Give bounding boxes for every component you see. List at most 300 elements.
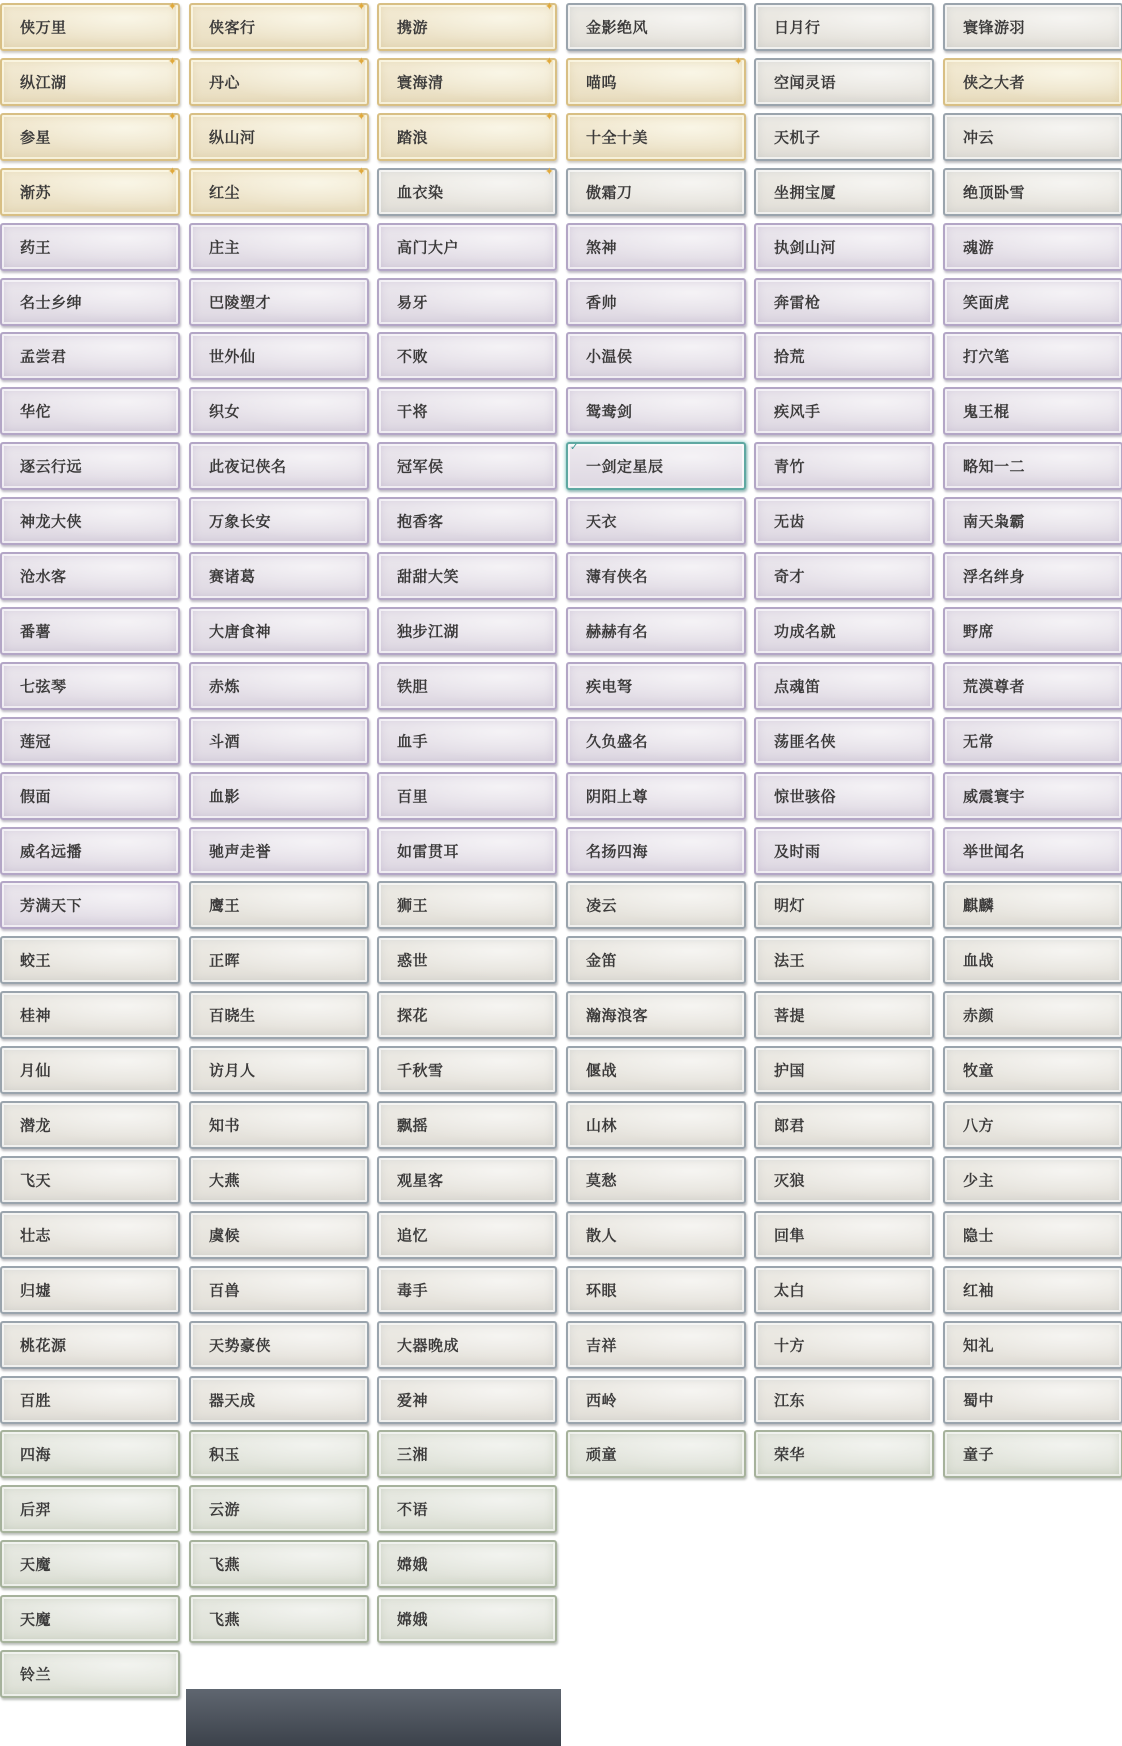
title-card-label: 傲霜刀: [586, 183, 633, 202]
title-card[interactable]: [377, 332, 557, 380]
title-card-label: 蛟王: [20, 951, 52, 970]
title-card-label: 青竹: [774, 457, 806, 476]
title-card-label: 踏浪: [397, 128, 429, 147]
title-card-label: 无常: [963, 732, 995, 751]
title-card-label: 拾荒: [774, 347, 806, 366]
title-card-label: 丹心: [209, 73, 241, 92]
title-card-label: 狮王: [397, 896, 429, 915]
title-card[interactable]: [377, 387, 557, 435]
title-card-label: 不语: [397, 1500, 429, 1519]
title-card[interactable]: [377, 223, 557, 271]
title-card[interactable]: [0, 552, 180, 600]
title-card[interactable]: [377, 1430, 557, 1478]
title-card[interactable]: [377, 662, 557, 710]
title-card-label: 野席: [963, 622, 995, 641]
title-card[interactable]: [754, 991, 934, 1039]
star-icon: ✦: [167, 55, 177, 68]
title-card-label: 访月人: [209, 1061, 256, 1080]
title-card[interactable]: [377, 1595, 557, 1643]
title-card-label: 观星客: [397, 1171, 444, 1190]
title-card-label: 灭狼: [774, 1171, 806, 1190]
title-card-label: 云游: [209, 1500, 241, 1519]
title-card-label: 金笛: [586, 951, 618, 970]
title-card[interactable]: [377, 607, 557, 655]
title-card[interactable]: [189, 387, 369, 435]
title-card-label: 少主: [963, 1171, 995, 1190]
star-icon: ✦: [356, 0, 366, 13]
title-card[interactable]: [189, 55, 369, 106]
title-card-label: 莲冠: [20, 732, 52, 751]
title-card-label: 一剑定星辰: [586, 457, 664, 476]
title-card[interactable]: [754, 662, 934, 710]
title-card[interactable]: [0, 1595, 180, 1643]
title-card[interactable]: [943, 1376, 1122, 1424]
title-card-label: 渐苏: [20, 183, 52, 202]
title-card-label: 独步江湖: [397, 622, 460, 641]
title-card-label: 沧水客: [20, 567, 67, 586]
title-card-label: 纵山河: [209, 128, 256, 147]
title-card-label: 甜甜大笑: [397, 567, 460, 586]
title-card[interactable]: [943, 1266, 1122, 1314]
title-card[interactable]: [189, 1101, 369, 1149]
title-card[interactable]: [566, 772, 746, 820]
star-icon: ✦: [544, 55, 554, 68]
title-card[interactable]: [189, 662, 369, 710]
title-card[interactable]: [377, 1540, 557, 1588]
title-card-label: 七弦琴: [20, 677, 67, 696]
title-card[interactable]: [377, 278, 557, 326]
title-card[interactable]: [754, 552, 934, 600]
title-card[interactable]: [189, 1156, 369, 1204]
title-card-label: 万象长安: [209, 512, 272, 531]
title-card-label: 点魂笛: [774, 677, 821, 696]
title-card[interactable]: [566, 607, 746, 655]
title-card-label: 干将: [397, 402, 429, 421]
title-card-label: 略知一二: [963, 457, 1026, 476]
title-card-label: 执剑山河: [774, 238, 837, 257]
title-card[interactable]: [377, 1101, 557, 1149]
title-card-label: 爱神: [397, 1391, 429, 1410]
title-card[interactable]: [189, 827, 369, 875]
title-card[interactable]: [189, 165, 369, 216]
title-card-label: 威名远播: [20, 842, 83, 861]
title-card-label: 十方: [774, 1336, 806, 1355]
title-card-label: 携游: [397, 18, 429, 37]
title-card-label: 绝顶卧雪: [963, 183, 1026, 202]
title-card[interactable]: [189, 1376, 369, 1424]
title-card[interactable]: [0, 1101, 180, 1149]
title-card-label: 嫦娥: [397, 1555, 429, 1574]
title-card-label: 番薯: [20, 622, 52, 641]
title-card[interactable]: [943, 607, 1122, 655]
title-card[interactable]: [0, 442, 180, 490]
title-card[interactable]: [566, 1430, 746, 1478]
title-card[interactable]: [943, 113, 1122, 161]
title-card-label: 奇才: [774, 567, 806, 586]
title-card[interactable]: [754, 881, 934, 929]
title-card-label: 抱香客: [397, 512, 444, 531]
title-card[interactable]: [943, 168, 1122, 216]
title-card[interactable]: [377, 497, 557, 545]
title-card[interactable]: [566, 223, 746, 271]
title-card[interactable]: [189, 0, 369, 51]
title-card[interactable]: [943, 662, 1122, 710]
title-card-label: 奔雷枪: [774, 293, 821, 312]
title-card[interactable]: [377, 1266, 557, 1314]
title-card-label: 喵呜: [586, 73, 618, 92]
title-card-label: 八方: [963, 1116, 995, 1135]
title-card[interactable]: [377, 991, 557, 1039]
title-card-label: 不败: [397, 347, 429, 366]
title-card[interactable]: [943, 1211, 1122, 1259]
title-card[interactable]: [0, 110, 180, 161]
title-card[interactable]: [566, 1211, 746, 1259]
title-card[interactable]: [377, 936, 557, 984]
title-card[interactable]: [754, 1430, 934, 1478]
title-card[interactable]: [377, 552, 557, 600]
title-card[interactable]: [943, 772, 1122, 820]
title-card[interactable]: [566, 552, 746, 600]
title-card[interactable]: [189, 1485, 369, 1533]
title-card-label: 散人: [586, 1226, 618, 1245]
title-card-label: 月仙: [20, 1061, 52, 1080]
title-card-label: 百兽: [209, 1281, 241, 1300]
title-card[interactable]: [189, 223, 369, 271]
title-card[interactable]: [0, 1485, 180, 1533]
title-card-label: 巴陵塑才: [209, 293, 272, 312]
title-card-label: 芳满天下: [20, 896, 83, 915]
title-card-label: 铃兰: [20, 1665, 52, 1684]
title-card[interactable]: [566, 881, 746, 929]
title-card[interactable]: [943, 497, 1122, 545]
title-card[interactable]: [754, 3, 934, 51]
title-card-label: 千秋雪: [397, 1061, 444, 1080]
title-card-label: 孟尝君: [20, 347, 67, 366]
title-card[interactable]: [0, 0, 180, 51]
title-card[interactable]: [0, 662, 180, 710]
title-card[interactable]: [754, 1211, 934, 1259]
title-card[interactable]: [189, 717, 369, 765]
title-card[interactable]: [754, 607, 934, 655]
title-card[interactable]: [566, 1046, 746, 1094]
title-card[interactable]: [189, 278, 369, 326]
title-card-label: 飞天: [20, 1171, 52, 1190]
title-card-label: 大器晚成: [397, 1336, 460, 1355]
title-card[interactable]: [377, 110, 557, 161]
title-card-label: 阴阳上尊: [586, 787, 649, 806]
title-card[interactable]: [377, 0, 557, 51]
title-card[interactable]: [566, 3, 746, 51]
title-card-label: 归墟: [20, 1281, 52, 1300]
title-card[interactable]: [0, 717, 180, 765]
title-card[interactable]: [566, 387, 746, 435]
title-card[interactable]: [0, 1046, 180, 1094]
title-card[interactable]: [0, 881, 180, 929]
title-card-label: 鬼王棍: [963, 402, 1010, 421]
title-card-label: 魂游: [963, 238, 995, 257]
title-card-label: 器天成: [209, 1391, 256, 1410]
title-card[interactable]: [943, 223, 1122, 271]
title-card[interactable]: [566, 991, 746, 1039]
title-card[interactable]: [943, 1430, 1122, 1478]
title-card[interactable]: [566, 827, 746, 875]
star-icon: ✦: [167, 165, 177, 178]
title-card[interactable]: [943, 936, 1122, 984]
title-card-label: 逐云行远: [20, 457, 83, 476]
title-card[interactable]: [0, 278, 180, 326]
title-card[interactable]: [754, 168, 934, 216]
title-card[interactable]: [0, 827, 180, 875]
title-card-label: 荣华: [774, 1445, 806, 1464]
title-card[interactable]: [566, 1321, 746, 1369]
title-card[interactable]: [0, 387, 180, 435]
star-icon: ✦: [356, 165, 366, 178]
title-card-label: 侠客行: [209, 18, 256, 37]
title-card[interactable]: [189, 1540, 369, 1588]
title-card-label: 百晓生: [209, 1006, 256, 1025]
title-card[interactable]: [754, 113, 934, 161]
title-card[interactable]: [189, 1211, 369, 1259]
title-card[interactable]: [566, 1266, 746, 1314]
title-card-label: 桂神: [20, 1006, 52, 1025]
star-icon: ✦: [167, 0, 177, 13]
title-card-label: 飞燕: [209, 1610, 241, 1629]
title-card[interactable]: [0, 991, 180, 1039]
title-card-label: 小温侯: [586, 347, 633, 366]
title-card-label: 潜龙: [20, 1116, 52, 1135]
title-card-label: 纵江湖: [20, 73, 67, 92]
title-card-label: 惊世骇俗: [774, 787, 837, 806]
title-card-label: 冠军侯: [397, 457, 444, 476]
title-card[interactable]: [566, 1101, 746, 1149]
title-card[interactable]: [0, 332, 180, 380]
title-card-label: 偃战: [586, 1061, 618, 1080]
title-card[interactable]: [754, 223, 934, 271]
title-card-label: 金影绝风: [586, 18, 649, 37]
title-card-label: 百里: [397, 787, 429, 806]
title-card[interactable]: [754, 387, 934, 435]
title-card[interactable]: [754, 442, 934, 490]
title-card-label: 正晖: [209, 951, 241, 970]
title-card-label: 参星: [20, 128, 52, 147]
title-card[interactable]: [0, 1650, 180, 1698]
title-card[interactable]: [754, 936, 934, 984]
title-card-label: 血衣染: [397, 183, 444, 202]
title-card[interactable]: [189, 1321, 369, 1369]
title-card-label: 后羿: [20, 1500, 52, 1519]
title-card[interactable]: [566, 717, 746, 765]
title-card[interactable]: [566, 1376, 746, 1424]
title-card-label: 此夜记侠名: [209, 457, 287, 476]
title-card[interactable]: [0, 607, 180, 655]
title-card-label: 赤炼: [209, 677, 241, 696]
title-card[interactable]: [754, 1101, 934, 1149]
title-card[interactable]: [377, 1156, 557, 1204]
title-card[interactable]: [189, 1266, 369, 1314]
title-card-label: 坐拥宝厦: [774, 183, 837, 202]
title-card[interactable]: [0, 1430, 180, 1478]
star-icon: ✦: [544, 110, 554, 123]
title-card[interactable]: [189, 772, 369, 820]
title-card-label: 赤颜: [963, 1006, 995, 1025]
star-icon: ✦: [356, 55, 366, 68]
title-card[interactable]: [0, 1321, 180, 1369]
title-card-label: 隐士: [963, 1226, 995, 1245]
title-card[interactable]: [0, 772, 180, 820]
title-card[interactable]: [943, 717, 1122, 765]
title-card[interactable]: [189, 991, 369, 1039]
title-card-label: 江东: [774, 1391, 806, 1410]
title-card-label: 山林: [586, 1116, 618, 1135]
title-card[interactable]: [377, 442, 557, 490]
title-card[interactable]: [754, 1266, 934, 1314]
title-card[interactable]: [189, 497, 369, 545]
title-card[interactable]: [377, 772, 557, 820]
title-card-label: 打穴笔: [963, 347, 1010, 366]
title-card[interactable]: [0, 1266, 180, 1314]
title-card[interactable]: [943, 881, 1122, 929]
title-card[interactable]: [0, 497, 180, 545]
title-card-label: 百胜: [20, 1391, 52, 1410]
title-card[interactable]: [943, 1101, 1122, 1149]
title-card-label: 寰锋游羽: [963, 18, 1026, 37]
title-card-label: 赛诸葛: [209, 567, 256, 586]
title-card-label: 吉祥: [586, 1336, 618, 1355]
title-card[interactable]: [189, 1430, 369, 1478]
title-card[interactable]: [943, 442, 1122, 490]
title-card[interactable]: [943, 387, 1122, 435]
title-card[interactable]: [0, 1211, 180, 1259]
title-card[interactable]: [0, 223, 180, 271]
title-card[interactable]: [754, 717, 934, 765]
title-card[interactable]: [189, 936, 369, 984]
title-card-label: 莫愁: [586, 1171, 618, 1190]
title-card[interactable]: [189, 110, 369, 161]
title-card[interactable]: [377, 881, 557, 929]
title-card[interactable]: [754, 1156, 934, 1204]
title-card[interactable]: [754, 497, 934, 545]
title-card[interactable]: [943, 278, 1122, 326]
title-card[interactable]: [754, 1321, 934, 1369]
title-card[interactable]: [377, 55, 557, 106]
title-card[interactable]: [189, 552, 369, 600]
title-card[interactable]: [0, 55, 180, 106]
title-card-label: 假面: [20, 787, 52, 806]
title-card-label: 笑面虎: [963, 293, 1010, 312]
title-card-label: 红袖: [963, 1281, 995, 1300]
title-card-label: 嫦娥: [397, 1610, 429, 1629]
title-card[interactable]: [943, 1156, 1122, 1204]
title-card[interactable]: [566, 332, 746, 380]
title-card[interactable]: [189, 881, 369, 929]
title-card-label: 荒漠尊者: [963, 677, 1026, 696]
title-card-label: 飞燕: [209, 1555, 241, 1574]
title-card[interactable]: [189, 442, 369, 490]
title-card[interactable]: [754, 332, 934, 380]
title-card-label: 红尘: [209, 183, 241, 202]
title-card[interactable]: [377, 1376, 557, 1424]
bottom-shadow-strip: [186, 1689, 561, 1746]
title-card[interactable]: [189, 332, 369, 380]
title-card-label: 南天枭霸: [963, 512, 1026, 531]
title-card[interactable]: [189, 1595, 369, 1643]
title-card[interactable]: [754, 827, 934, 875]
title-card[interactable]: [0, 1540, 180, 1588]
title-card-label: 西岭: [586, 1391, 618, 1410]
title-card[interactable]: [943, 3, 1122, 51]
check-icon: ✓: [570, 442, 579, 453]
title-card-label: 织女: [209, 402, 241, 421]
title-card[interactable]: [377, 717, 557, 765]
title-card[interactable]: [943, 58, 1122, 106]
title-card[interactable]: [566, 497, 746, 545]
title-card[interactable]: [754, 772, 934, 820]
title-card-label: 太白: [774, 1281, 806, 1300]
title-card[interactable]: [377, 1046, 557, 1094]
title-card-label: 疾风手: [774, 402, 821, 421]
title-card[interactable]: [0, 165, 180, 216]
title-card[interactable]: [754, 1376, 934, 1424]
title-card[interactable]: [566, 278, 746, 326]
title-card[interactable]: [943, 332, 1122, 380]
title-card[interactable]: [754, 278, 934, 326]
title-card-label: 环眼: [586, 1281, 618, 1300]
title-card[interactable]: [377, 165, 557, 216]
title-card[interactable]: [754, 1046, 934, 1094]
title-card[interactable]: [943, 991, 1122, 1039]
title-card[interactable]: [943, 552, 1122, 600]
title-card-label: 日月行: [774, 18, 821, 37]
title-card[interactable]: [0, 1156, 180, 1204]
title-card-label: 知礼: [963, 1336, 995, 1355]
title-card[interactable]: [943, 1321, 1122, 1369]
title-card-label: 举世闻名: [963, 842, 1026, 861]
title-card[interactable]: [377, 1485, 557, 1533]
title-card-label: 虞候: [209, 1226, 241, 1245]
title-card-label: 无齿: [774, 512, 806, 531]
title-card-label: 壮志: [20, 1226, 52, 1245]
title-card[interactable]: [754, 58, 934, 106]
title-card[interactable]: [377, 827, 557, 875]
title-card[interactable]: [189, 607, 369, 655]
title-card-label: 侠之大者: [963, 73, 1026, 92]
title-card[interactable]: [566, 1156, 746, 1204]
title-card-label: 四海: [20, 1445, 52, 1464]
title-card[interactable]: [943, 1046, 1122, 1094]
title-card-label: 天魔: [20, 1610, 52, 1629]
title-card[interactable]: [566, 55, 746, 106]
title-card-label: 华佗: [20, 402, 52, 421]
title-card[interactable]: [566, 168, 746, 216]
title-card-label: 毒手: [397, 1281, 429, 1300]
title-card-label: 如雷贯耳: [397, 842, 460, 861]
title-card[interactable]: [566, 442, 746, 490]
title-card-label: 护国: [774, 1061, 806, 1080]
title-card[interactable]: [0, 1376, 180, 1424]
title-card-label: 血影: [209, 787, 241, 806]
title-card[interactable]: [566, 113, 746, 161]
title-card[interactable]: [566, 936, 746, 984]
title-card[interactable]: [943, 827, 1122, 875]
title-card-label: 世外仙: [209, 347, 256, 366]
title-card[interactable]: [189, 1046, 369, 1094]
title-card[interactable]: [377, 1211, 557, 1259]
title-card[interactable]: [377, 1321, 557, 1369]
title-card[interactable]: [0, 936, 180, 984]
title-card-label: 蜀中: [963, 1391, 995, 1410]
title-card-label: 驰声走誉: [209, 842, 272, 861]
title-card[interactable]: [566, 662, 746, 710]
